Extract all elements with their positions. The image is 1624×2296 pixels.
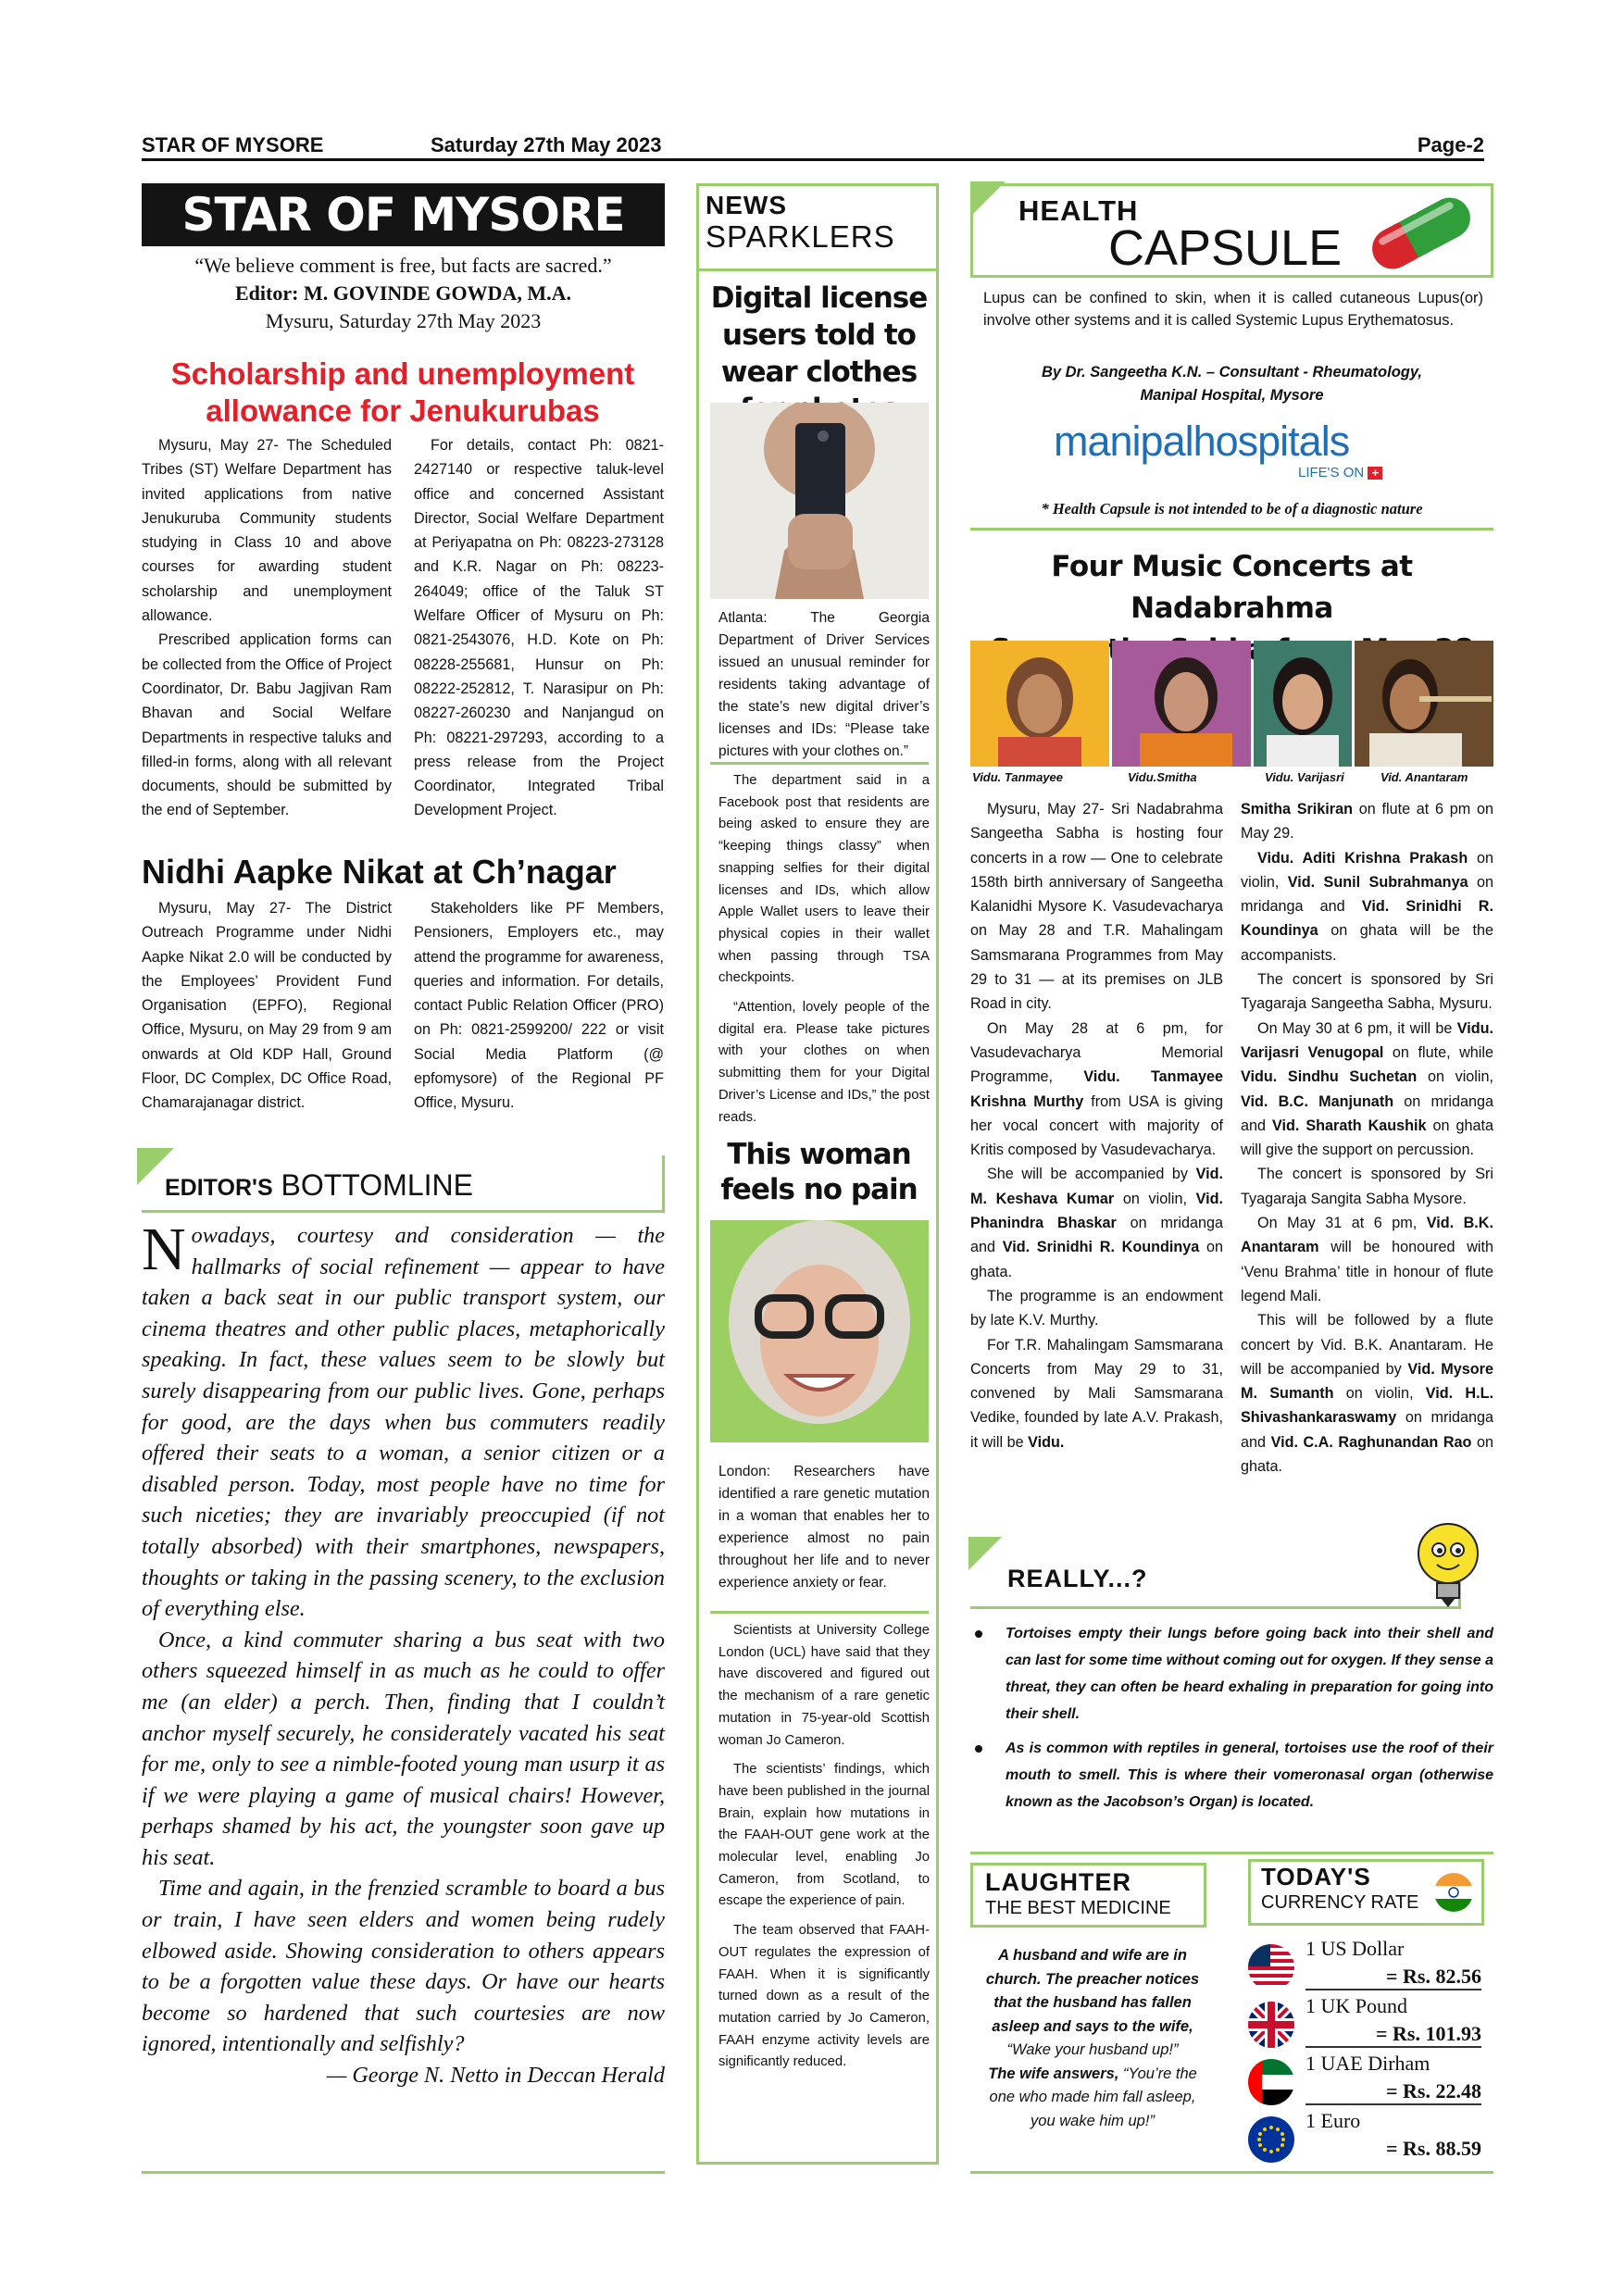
uae-flag-icon <box>1248 2059 1294 2105</box>
currency-row <box>1248 1937 1481 1994</box>
green-corner-icon <box>970 181 1006 217</box>
masthead-dateline: Mysuru, Saturday 27th May 2023 <box>265 309 542 332</box>
story1-para: “Attention, lovely people of the digital era. Please take pictures with your clothes on when submitting them for your Digital Driver’s License and IDs,” the post reads. <box>718 1000 930 1125</box>
concerts-text: on ghata. <box>970 1239 1223 1280</box>
concerts-text: On May 28 at 6 pm, for Vasudevacharya Memorial Programme, <box>970 1019 1223 1086</box>
currency-value: = Rs. 22.48 <box>1386 2079 1481 2103</box>
portrait-label: Vidu.Smitha <box>1128 770 1197 784</box>
concerts-text: This will be followed by a flute concert by Vid. B.K. Anantaram. He will be accompanied by <box>1241 1312 1493 1378</box>
health-byline <box>970 361 1493 407</box>
currency-name: 1 UAE Dirham <box>1305 2052 1430 2075</box>
story2-para: The scientists’ findings, which have been published in the journal Brain, explain how mutations in the FAAH-OUT gene work at the molecular level, enabling Jo Cameron, from Scotland, to escape the experience of pain. <box>718 1762 930 1909</box>
health-byline-line1: By Dr. Sangeetha K.N. – Consultant - Rheumatology, <box>1041 364 1423 381</box>
divider <box>1305 2046 1481 2048</box>
masthead-block <box>142 252 665 335</box>
concerts-artist-name: Vid. Srinidhi R. Koundinya <box>1002 1239 1200 1256</box>
concerts-text: on mridanga and <box>1241 1092 1493 1134</box>
concerts-para <box>1241 797 1493 846</box>
really-label: REALLY...? <box>1007 1565 1148 1592</box>
concerts-text: On May 31 at 6 pm, <box>1257 1215 1427 1232</box>
editorial-dropcap: N <box>142 1216 186 1283</box>
concerts-artist-name: Vid. Mysore M. Sumanth <box>1241 1360 1493 1403</box>
concerts-text: from USA is giving her vocal concert with majority of Kritis composed by Vasudevacharya. <box>970 1092 1223 1159</box>
story2-headline: This woman feels no pain <box>720 1138 918 1206</box>
laughter-joke <box>981 1944 1204 2133</box>
portrait-photo <box>1112 641 1251 767</box>
capsule-pill-icon <box>1352 191 1491 276</box>
running-head-paper: STAR OF MYSORE <box>142 133 324 156</box>
concerts-artist-name: Vid. M. Keshava Kumar <box>970 1166 1223 1207</box>
scholarship-headline-line1: Scholarship and unemployment <box>170 356 635 391</box>
concerts-artist-name: Vid. B.K. Anantaram <box>1241 1215 1493 1256</box>
concerts-text: on mridanga and <box>1241 873 1493 916</box>
really-bullet: As is common with reptiles in general, tortoises use the roof of their mouth to smell. This is where their vomeronasal organ (otherwise known as the Jacobson’s Organ) is located. <box>970 1735 1493 1816</box>
concerts-para <box>1241 1162 1493 1211</box>
portrait-photo <box>1254 641 1352 767</box>
concerts-portraits <box>970 641 1493 791</box>
story2-para: Scientists at University College London (UCL) have said that they have discovered and figured out the mechanism of a rare genetic mutation in 75-year-old Scottish woman Jo Cameron. <box>718 1623 930 1748</box>
currency-row <box>1248 1994 1481 2052</box>
concerts-para <box>970 1333 1223 1454</box>
currency-row <box>1248 2052 1481 2109</box>
currency-label-bold: TODAY'S <box>1261 1863 1371 1890</box>
concerts-text: on ghata will give the support on percussion. <box>1241 1117 1493 1159</box>
concerts-artist-name: Vidu. Sindhu Suchetan <box>1241 1068 1418 1086</box>
divider <box>1305 2103 1481 2105</box>
scholarship-col2 <box>414 433 664 823</box>
concerts-artist-name: Vidu. Aditi Krishna Prakash <box>1257 849 1468 867</box>
concerts-text: The programme is an endowment by late K.V. Murthy. <box>970 1287 1223 1329</box>
nidhi-col2 <box>414 896 664 1116</box>
concerts-artist-name: Vid. Phanindra Bhaskar <box>970 1190 1224 1232</box>
concerts-text: On May 30 at 6 pm, it will be <box>1257 1019 1457 1037</box>
story2-text <box>718 1620 930 2074</box>
concerts-text: on ghata. <box>1241 1433 1493 1476</box>
concerts-para <box>1241 967 1493 1017</box>
scholarship-headline <box>134 356 671 430</box>
editorial-label-bold: EDITOR'S <box>165 1175 273 1201</box>
concerts-artist-name: Vid. C.A. Raghunandan Rao <box>1270 1433 1472 1451</box>
story2-para: The team observed that FAAH-OUT regulates the expression of FAAH. When it is significantly turned down as a result of the mutation carried by Jo Cameron, FAAH enzyme activity levels are significantly reduced. <box>718 1923 930 2070</box>
concerts-text: For T.R. Mahalingam Samsmarana Concerts from May 29 to 31, convened by Mali Samsmarana Vedike, founded by late A.V. Prakash, it will be <box>970 1336 1223 1451</box>
health-byline-line2: Manipal Hospital, Mysore <box>1140 387 1324 404</box>
concerts-col1 <box>970 797 1223 1454</box>
editorial-para: owadays, courtesy and consideration — the hallmarks of social refinement — appear to have taken a back seat in our public transport system, our cinema theatres and other public places, metaphorically speaking. In fact, these values seem to be slowly but surely disappearing from our public lives. Gone, perhaps for good, are the days when bus commuters readily offered their seats to a woman, a senior citizen or a disabled person. Today, most people have no time for such niceties; they are invariably preoccupied (if not totally absorbed) with their smartphones, newspapers, thoughts or taking in the passing scenery, to the exclusion of everything else. <box>142 1223 665 1622</box>
concerts-text: on violin, <box>1417 1068 1493 1086</box>
currency-name: 1 US Dollar <box>1305 1937 1405 1960</box>
smiling-woman-photo <box>710 1220 929 1442</box>
currency-value: = Rs. 88.59 <box>1386 2137 1481 2160</box>
concerts-para <box>970 797 1223 1017</box>
concerts-text: Mysuru, May 27- Sri Nadabrahma Sangeetha Sabha is hosting four concerts in a row — One to celebrate 158th birth anniversary of Sangeetha Kalanidhi Mysore K. Vasudevacharya on May 28 and T.R. Mahalingam Samsmarana Programmes from May 29 to 31 — at its premises on JLB Road in city. <box>970 801 1223 1013</box>
health-disclaimer: * Health Capsule is not intended to be of a diagnostic nature <box>1041 500 1423 518</box>
us-flag-icon <box>1248 1944 1294 1990</box>
concerts-artist-name: Vidu. <box>1028 1433 1065 1451</box>
really-bullet: Tortoises empty their lungs before going back into their shell and can last for some time without coming out for oxygen. If they sense a threat, they can often be heard exhaling in preparation for going into their shell. <box>970 1620 1493 1728</box>
editorial-body <box>142 1216 665 2091</box>
concerts-artist-name: Vid. Srinidhi R. Koundinya <box>1241 898 1493 940</box>
concerts-text: The concert is sponsored by Sri Tyagaraja Sangeetha Sabha, Mysuru. <box>1241 971 1493 1013</box>
nidhi-para: Mysuru, May 27- The District Outreach Programme under Nidhi Aapke Nikat 2.0 will be conducted by the Employees’ Provident Fund Organisation (EPFO), Regional Office, Mysuru, on May 29 from 9 am onwards at Old KDP Hall, Ground Floor, DC Complex, DC Office Road, Chamarajanagar district. <box>142 900 392 1112</box>
story1-caption: Atlanta: The Georgia Department of Driver Services issued an unusual reminder for residents taking advantage of the state’s new digital driver’s licenses and IDs: “Please take pictures with your clothes on.” <box>718 610 930 759</box>
divider <box>1305 1989 1481 1990</box>
story1-text <box>718 770 930 1129</box>
story1-para: The department said in a Facebook post that residents are being asked to ensure they are “keeping things classy” when snapping selfies for their digital licenses and IDs, which allow Apple Wallet users to leave their physical copies in their wallet when passing through TSA checkpoints. <box>718 773 930 986</box>
concerts-text: on mridanga and <box>1241 1409 1493 1451</box>
green-corner-icon <box>968 1537 1002 1570</box>
currency-label-light: CURRENCY RATE <box>1261 1892 1419 1913</box>
story2-caption: London: Researchers have identified a rare genetic mutation in a woman that enables her to experience almost no pain throughout her life and to never experience anxiety or fear. <box>718 1464 930 1591</box>
concerts-para <box>1241 1017 1493 1163</box>
concerts-text: on ghata will be the accompanists. <box>1241 922 1493 964</box>
concerts-text: She will be accompanied by <box>987 1166 1196 1183</box>
news-sparklers-label-bold: NEWS <box>706 191 787 219</box>
scholarship-headline-line2: allowance for Jenukurubas <box>206 393 600 428</box>
running-head-date: Saturday 27th May 2023 <box>431 133 662 156</box>
concerts-text: will be honoured with ‘Venu Brahma’ title in honour of flute legend Mali. <box>1241 1239 1493 1304</box>
scholarship-para: Prescribed application forms can be collected from the Office of Project Coordinator, Dr. Babu Jagjivan Ram Bhavan and Social Welfare Departments in respective taluks and filled-in forms, along with all relevant documents, should be submitted by the end of September. <box>142 631 392 819</box>
divider <box>970 2171 1493 2174</box>
lightbulb-mascot-icon <box>1407 1518 1489 1609</box>
currency-row <box>1248 2109 1481 2166</box>
concerts-artist-name: Vidu. Tanmayee Krishna Murthy <box>970 1068 1223 1110</box>
portrait-label: Vidu. Varijasri <box>1265 770 1344 784</box>
editorial-byline: — George N. Netto in Deccan Herald <box>326 2063 665 2089</box>
masthead-title: STAR OF MYSORE <box>142 183 665 246</box>
portrait-photo <box>970 641 1109 767</box>
manipal-logo-sub <box>1298 465 1382 480</box>
running-head-page: Page-2 <box>1417 133 1484 156</box>
concerts-text: on flute, while <box>1383 1043 1493 1061</box>
concerts-text: on violin, <box>1114 1190 1196 1207</box>
concerts-col2 <box>1241 797 1493 1479</box>
india-flag-icon <box>1433 1872 1474 1913</box>
manipal-logo: manipalhospitals <box>1054 418 1350 465</box>
concerts-para <box>970 1017 1223 1163</box>
plus-icon: + <box>1368 467 1382 480</box>
laughter-joke-answer: The wife answers, <box>988 2065 1119 2082</box>
divider <box>710 762 929 765</box>
editorial-para: Once, a kind commuter sharing a bus seat with two others squeezed himself in as much as he could to offer me (an elder) a perch. Then, finding that I couldn’t anchor myself securely, he considerately vacated his seat for me, only to see a nimble-footed young man usurp it as if we were playing a game of musical chairs! However, perhaps shamed by his act, the youngster soon gave up his seat. <box>142 1627 665 1870</box>
running-head <box>142 131 1484 161</box>
divider <box>696 268 939 271</box>
portrait-label: Vidu. Tanmayee <box>972 770 1064 784</box>
concerts-para <box>1241 846 1493 967</box>
portrait-label: Vid. Anantaram <box>1380 770 1468 784</box>
concerts-text: on violin, <box>1241 849 1493 891</box>
editorial-label-light: BOTTOMLINE <box>281 1168 473 1202</box>
phone-selfie-photo <box>710 403 929 599</box>
divider <box>970 528 1493 530</box>
portrait-photo <box>1355 641 1493 767</box>
scholarship-para: Mysuru, May 27- The Scheduled Tribes (ST) Welfare Department has invited applications from native Jenukuruba Community students studying in Class 10 and above courses for awarding student scholarship and unemployment allowance. <box>142 437 392 625</box>
laughter-joke-setup: A husband and wife are in church. The preacher notices that the husband has fallen asleep and says to the wife, <box>985 1947 1200 2035</box>
currency-name: 1 UK Pound <box>1305 1994 1408 2017</box>
currency-value: = Rs. 82.56 <box>1386 1965 1481 1988</box>
laughter-label-bold: LAUGHTER <box>985 1868 1131 1896</box>
uk-flag-icon <box>1248 2002 1294 2048</box>
concerts-para <box>1241 1308 1493 1479</box>
really-bullets <box>970 1620 1493 1816</box>
concerts-headline-line1: Four Music Concerts at Nadabrahma <box>1051 550 1413 625</box>
concerts-para <box>970 1162 1223 1283</box>
manipal-logo-tagline: LIFE'S ON <box>1298 465 1365 480</box>
laughter-label-light: THE BEST MEDICINE <box>985 1898 1171 1918</box>
health-label-bold: HEALTH <box>1018 194 1139 227</box>
scholarship-para: For details, contact Ph: 0821-2427140 or respective taluk-level office and concerned Assistant Director, Social Welfare Department at Periyapatna on Ph: 08223-273128 and K.R. Nagar on Ph: 08223-264049; office of the Taluk ST Welfare Officer of Mysuru on Ph: 0821-2543076, H.D. Kote on Ph: 08228-255681, Hunsur on Ph: 08222-252812, T. Narasipur on Ph: 08227-260230 and Nanjangud on Ph: 08221-297293, according to a press release from the Project Coordinator, Integrated Tribal Development Project. <box>414 437 664 819</box>
concerts-artist-name: Vidu. Varijasri Venugopal <box>1241 1019 1493 1061</box>
concerts-text: on flute at 6 pm on May 29. <box>1241 801 1493 842</box>
nidhi-para: Stakeholders like PF Members, Pensioners, Employers etc., may attend the programme for awareness, queries and information. For details, contact Public Relation Officer (PRO) on Ph: 0821-2599200/ 222 or visit Social Media Platform (@ epfomysore) of the Regional PF Office, Mysuru. <box>414 900 664 1112</box>
editorial-para: Time and again, in the frenzied scramble to board a bus or train, I have seen elders and women being rudely elbowed aside. Showing consideration to others appears to be a forgotten value these days. Or have our hearts become so hardened that such courtesies are now ignored, intentionally and selfishly? <box>142 1876 665 2057</box>
eu-flag-icon <box>1248 2116 1294 2163</box>
concerts-text: on mridanga and <box>970 1215 1223 1256</box>
scholarship-col1 <box>142 433 392 823</box>
currency-name: 1 Euro <box>1305 2109 1361 2132</box>
news-sparklers-label-light: SPARKLERS <box>706 219 895 254</box>
concerts-artist-name: Vid. Sunil Subrahmanya <box>1287 873 1468 891</box>
divider <box>710 1611 929 1614</box>
concerts-text: on violin, <box>1333 1385 1426 1403</box>
health-text: Lupus can be confined to skin, when it is called cutaneous Lupus(or) involve other systems and it is called Systemic Lupus Erythematosus. <box>983 290 1483 329</box>
concerts-artist-name: Vid. Sharath Kaushik <box>1271 1117 1427 1134</box>
masthead-editor: Editor: M. GOVINDE GOWDA, M.A. <box>235 281 571 305</box>
masthead-motto: “We believe comment is free, but facts are sacred.” <box>194 254 612 277</box>
story1-headline: Digital license users told to wear clothes <box>710 281 928 389</box>
concerts-para <box>970 1284 1223 1333</box>
concerts-artist-name: Vid. H.L. Shivashankaraswamy <box>1241 1385 1493 1427</box>
story1-body <box>718 607 930 763</box>
health-label-light: CAPSULE <box>1108 220 1343 276</box>
nidhi-col1 <box>142 896 392 1116</box>
story2-body <box>718 1461 930 1594</box>
concerts-text: The concert is sponsored by Sri Tyagaraja Sangita Sabha Mysore. <box>1241 1166 1493 1207</box>
currency-value: = Rs. 101.93 <box>1376 2022 1481 2045</box>
concerts-para <box>1241 1211 1493 1308</box>
divider <box>970 1852 1493 1854</box>
news-sparklers-label <box>706 191 932 265</box>
editorial-label <box>165 1167 473 1206</box>
laughter-joke-punchline: “You’re the one who made him fall asleep, you wake him up!” <box>989 2065 1197 2129</box>
divider <box>142 2171 665 2174</box>
laughter-joke-quote: “Wake your husband up!” <box>1006 2041 1179 2058</box>
concerts-artist-name: Vid. B.C. Manjunath <box>1241 1092 1394 1110</box>
concerts-artist-name: Smitha Srikiran <box>1241 801 1353 817</box>
nidhi-headline: Nidhi Aapke Nikat at Ch’nagar <box>142 853 617 891</box>
